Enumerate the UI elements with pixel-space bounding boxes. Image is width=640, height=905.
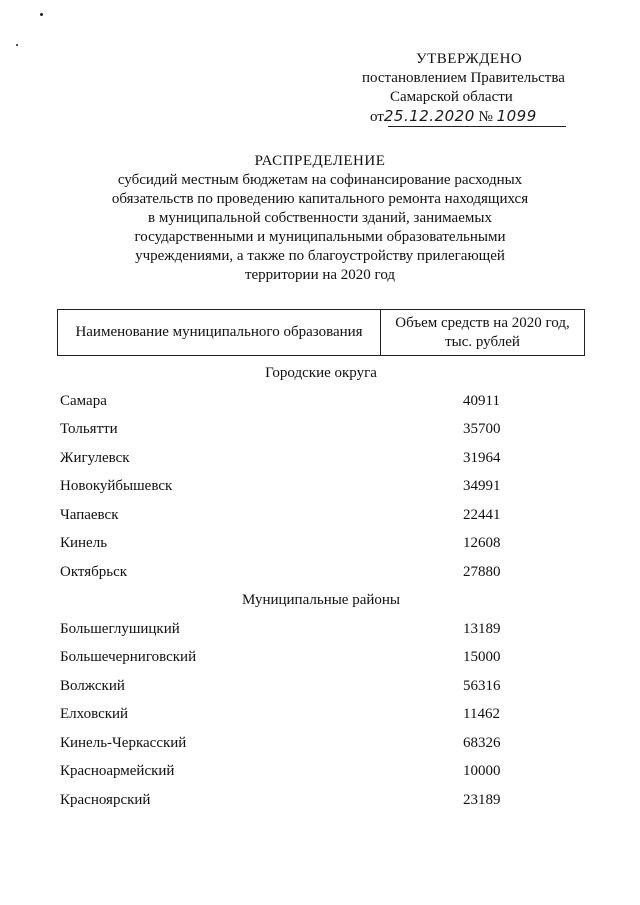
amount-value: 13189 bbox=[463, 621, 501, 637]
municipality-name: Самара bbox=[60, 393, 107, 409]
amount-value: 22441 bbox=[463, 507, 501, 523]
municipality-name: Тольятти bbox=[60, 421, 118, 437]
approval-heading: УТВЕРЖДЕНО bbox=[416, 51, 523, 67]
amount-value: 56316 bbox=[463, 678, 501, 694]
amount-value: 12608 bbox=[463, 535, 501, 551]
municipality-name: Чапаевск bbox=[60, 507, 119, 523]
title-main: РАСПРЕДЕЛЕНИЕ bbox=[254, 153, 386, 169]
title-line: обязательств по проведению капитального ремонта находящихся bbox=[111, 191, 529, 207]
scan-speck bbox=[16, 44, 18, 46]
title-line: территории на 2020 год bbox=[244, 267, 396, 283]
table-header bbox=[57, 309, 585, 356]
amount-value: 40911 bbox=[463, 393, 500, 409]
amount-value: 68326 bbox=[463, 735, 501, 751]
title-line: субсидий местным бюджетам на софинансирование расходных bbox=[117, 172, 523, 188]
handwritten-date: 25.12.2020 bbox=[383, 107, 475, 125]
document-title bbox=[0, 152, 640, 285]
column-header-municipality: Наименование муниципального образования bbox=[58, 310, 381, 355]
date-prefix: от bbox=[370, 109, 384, 125]
approval-date-line bbox=[370, 107, 537, 127]
table-row bbox=[57, 478, 585, 498]
municipality-name: Жигулевск bbox=[60, 450, 130, 466]
column-header-amount bbox=[381, 310, 584, 355]
municipality-name: Красноярский bbox=[60, 792, 151, 808]
amount-value: 27880 bbox=[463, 564, 501, 580]
date-underline bbox=[388, 126, 566, 127]
municipality-name: Большечерниговский bbox=[60, 649, 197, 665]
section-heading: Городские округа bbox=[265, 365, 377, 381]
municipality-name: Октябрьск bbox=[60, 564, 128, 580]
table-row bbox=[57, 393, 585, 413]
section-heading: Муниципальные районы bbox=[241, 592, 401, 608]
municipality-name: Кинель-Черкасский bbox=[60, 735, 187, 751]
table-row bbox=[57, 735, 585, 755]
amount-value: 23189 bbox=[463, 792, 501, 808]
table-row bbox=[57, 649, 585, 669]
amount-header-line-2: тыс. рублей bbox=[445, 333, 520, 350]
handwritten-number: 1099 bbox=[496, 107, 537, 125]
scan-speck bbox=[40, 13, 43, 16]
table-row bbox=[57, 621, 585, 641]
number-prefix: № bbox=[478, 109, 493, 125]
table-row bbox=[57, 678, 585, 698]
municipality-name: Красноармейский bbox=[60, 763, 175, 779]
table-row bbox=[57, 421, 585, 441]
amount-value: 11462 bbox=[463, 706, 500, 722]
amount-value: 35700 bbox=[463, 421, 501, 437]
municipality-name: Елховский bbox=[60, 706, 129, 722]
table-row bbox=[57, 450, 585, 470]
amount-value: 10000 bbox=[463, 763, 501, 779]
table-row bbox=[57, 564, 585, 584]
amount-value: 34991 bbox=[463, 478, 501, 494]
title-line: государственными и муниципальными образовательными bbox=[134, 229, 506, 245]
amount-value: 31964 bbox=[463, 450, 501, 466]
municipality-name: Кинель bbox=[60, 535, 108, 551]
title-line: в муниципальной собственности зданий, занимаемых bbox=[148, 210, 492, 226]
amount-header-line-1: Объем средств на 2020 год, bbox=[395, 314, 570, 331]
table-row bbox=[57, 706, 585, 726]
approval-line-2: Самарской области bbox=[390, 89, 513, 105]
amount-value: 15000 bbox=[463, 649, 501, 665]
municipality-name: Волжский bbox=[60, 678, 125, 694]
table-row bbox=[57, 535, 585, 555]
municipality-name: Новокуйбышевск bbox=[60, 478, 173, 494]
title-line: учреждениями, а также по благоустройству прилегающей bbox=[135, 248, 505, 264]
municipality-name: Большеглушицкий bbox=[60, 621, 180, 637]
table-row bbox=[57, 792, 585, 812]
approval-line-1: постановлением Правительства bbox=[362, 70, 565, 86]
table-row bbox=[57, 763, 585, 783]
table-row bbox=[57, 507, 585, 527]
